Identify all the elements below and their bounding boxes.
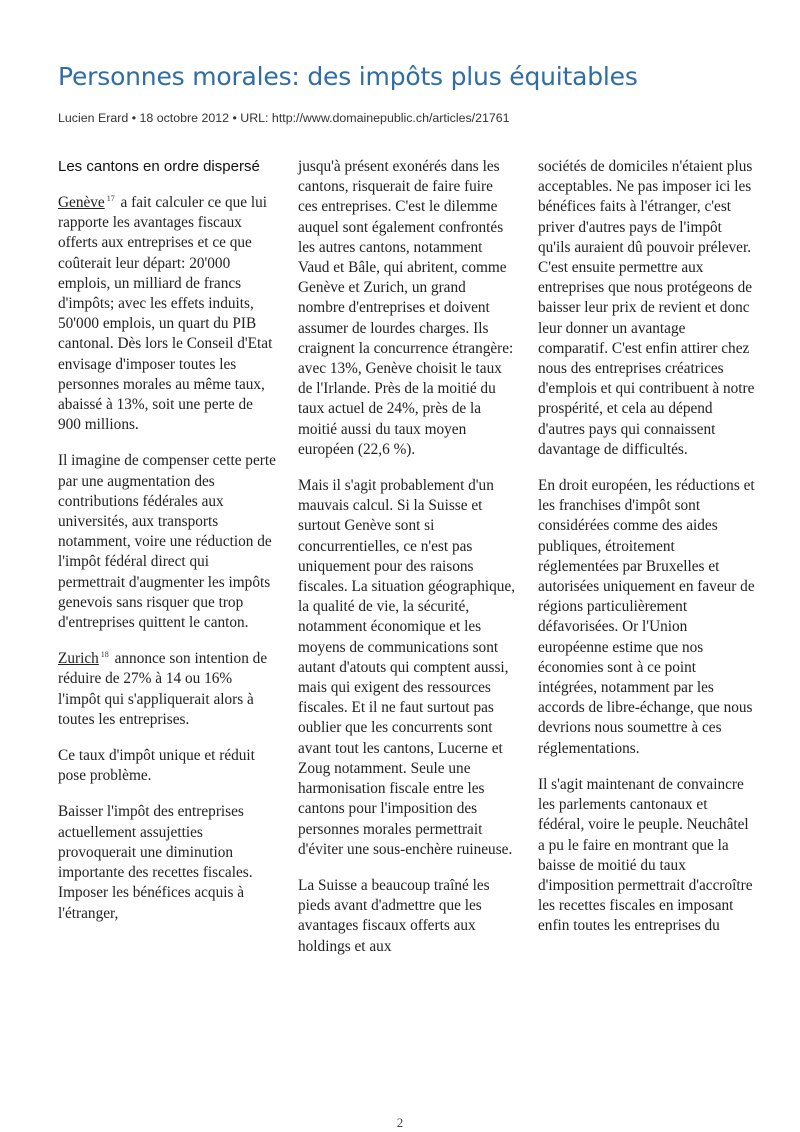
paragraph: jusqu'à présent exonérés dans les cantons, risquerait de faire fuire ces entreprises. C'est le dilemme auquel sont également confrontés les autres cantons, notamment Vaud et Bâle, qui abritent, comme Genève et Zurich, un grand nombre d'entreprises et doivent assumer de lourdes charges. Ils craignent la concurrence étrangère: avec 13%, Genève choisit le taux de l'Irlande. Près de la moitié du taux actuel de 24%, près de la moitié aussi du taux moyen européen (22,6 %). xyxy=(298,158,514,458)
paragraph: Mais il s'agit probablement d'un mauvais calcul. Si la Suisse et surtout Genève sont si concurrentielles, ce n'est pas uniquement pour des raisons fiscales. La situation géographique, la qualité de vie, la sécurité, notamment économique et les moyens de communications sont autant d'atouts qui comptent aussi, mais qui exigent des ressources fiscales. Et il ne faut surtout pas oublier que les concurrents sont avant tout les cantons, Lucerne et Zoug notamment. Seule une harmonisation fiscale entre les cantons pour l'imposition des personnes morales permettrait d'éviter une sous-enchère ruineuse. xyxy=(298,477,516,858)
paragraph-geneve xyxy=(58,193,276,435)
article-title: Personnes morales: des impôts plus équitables xyxy=(58,62,638,91)
paragraph-text: annonce son intention de réduire de 27% à 14 ou 16% l'impôt qui s'appliquerait alors à toutes les entreprises. xyxy=(58,650,268,728)
geneve-link[interactable]: Genève xyxy=(58,194,105,211)
column-2 xyxy=(298,157,516,973)
paragraph: sociétés de domiciles n'étaient plus acceptables. Ne pas imposer ici les bénéfices faits à l'étranger, c'est priver d'autres pays de l'impôt qu'ils auraient dû pouvoir prélever. C'est ensuite permettre aux entreprises que nous protégeons de baisser leur prix de revient et donc leur donner un avantage comparatif. C'est enfin attirer chez nous des entreprises créatrices d'emplois et qui contribuent à notre prospérité, et cela au dépend d'autres pays qui connaissent davantage de difficultés. xyxy=(538,158,755,458)
section-heading: Les cantons en ordre dispersé xyxy=(58,158,260,175)
zurich-link[interactable]: Zurich xyxy=(58,650,99,668)
paragraph: Baisser l'impôt des entreprises actuellement assujetties provoquerait une diminution importante des recettes fiscales. Imposer les bénéfices acquis à l'étranger, xyxy=(58,803,253,922)
paragraph: Il s'agit maintenant de convaincre les parlements cantonaux et fédéral, voire le peuple. Neuchâtel a pu le faire en montrant que la baisse de moitié du taux d'imposition permettrait d'accroître les recettes fiscales en imposant enfin toutes les entreprises du xyxy=(538,775,753,935)
paragraph: Ce taux d'impôt unique et réduit pose problème. xyxy=(58,747,255,785)
paragraph: Il imagine de compenser cette perte par une augmentation des contributions fédérales aux universités, aux transports notamment, voire une réduction de l'impôt fédéral direct qui permettrait d'augmenter les impôts genevois sans risquer que trop d'entreprises quittent le canton. xyxy=(58,452,276,632)
column-3 xyxy=(538,157,756,953)
page-number: 2 xyxy=(396,1115,404,1130)
article-byline: Lucien Erard • 18 octobre 2012 • URL: http://www.domainepublic.ch/articles/21761 xyxy=(58,111,510,125)
footnote-18[interactable]: 18 xyxy=(100,650,109,660)
paragraph: En droit européen, les réductions et les franchises d'impôt sont considérées comme des aides publiques, étroitement réglementées par Bruxelles et autorisées uniquement en faveur de régions particulièrement défavorisées. Or l'Union européenne estime que nos économies sont à ce point intégrées, notamment par les accords de libre-échange, que nous devrions nous soumettre à ces réglementations. xyxy=(538,477,755,757)
column-1 xyxy=(58,157,276,940)
paragraph-zurich xyxy=(58,649,276,730)
footnote-17[interactable]: 17 xyxy=(106,193,115,203)
paragraph: La Suisse a beaucoup traîné les pieds avant d'admettre que les avantages fiscaux offerts aux holdings et aux xyxy=(298,876,490,955)
paragraph-text: a fait calculer ce que lui rapporte les avantages fiscaux offerts aux entreprises et ce que coûterait leur départ: 20'000 emplois, un milliard de francs d'impôts; avec les effets induits, 50'000 emplois, un quart du PIB cantonal. Dès lors le Conseil d'Etat envisage d'imposer toutes les personnes morales au même taux, abaissé à 13%, soit une perte de 900 millions. xyxy=(58,194,273,434)
